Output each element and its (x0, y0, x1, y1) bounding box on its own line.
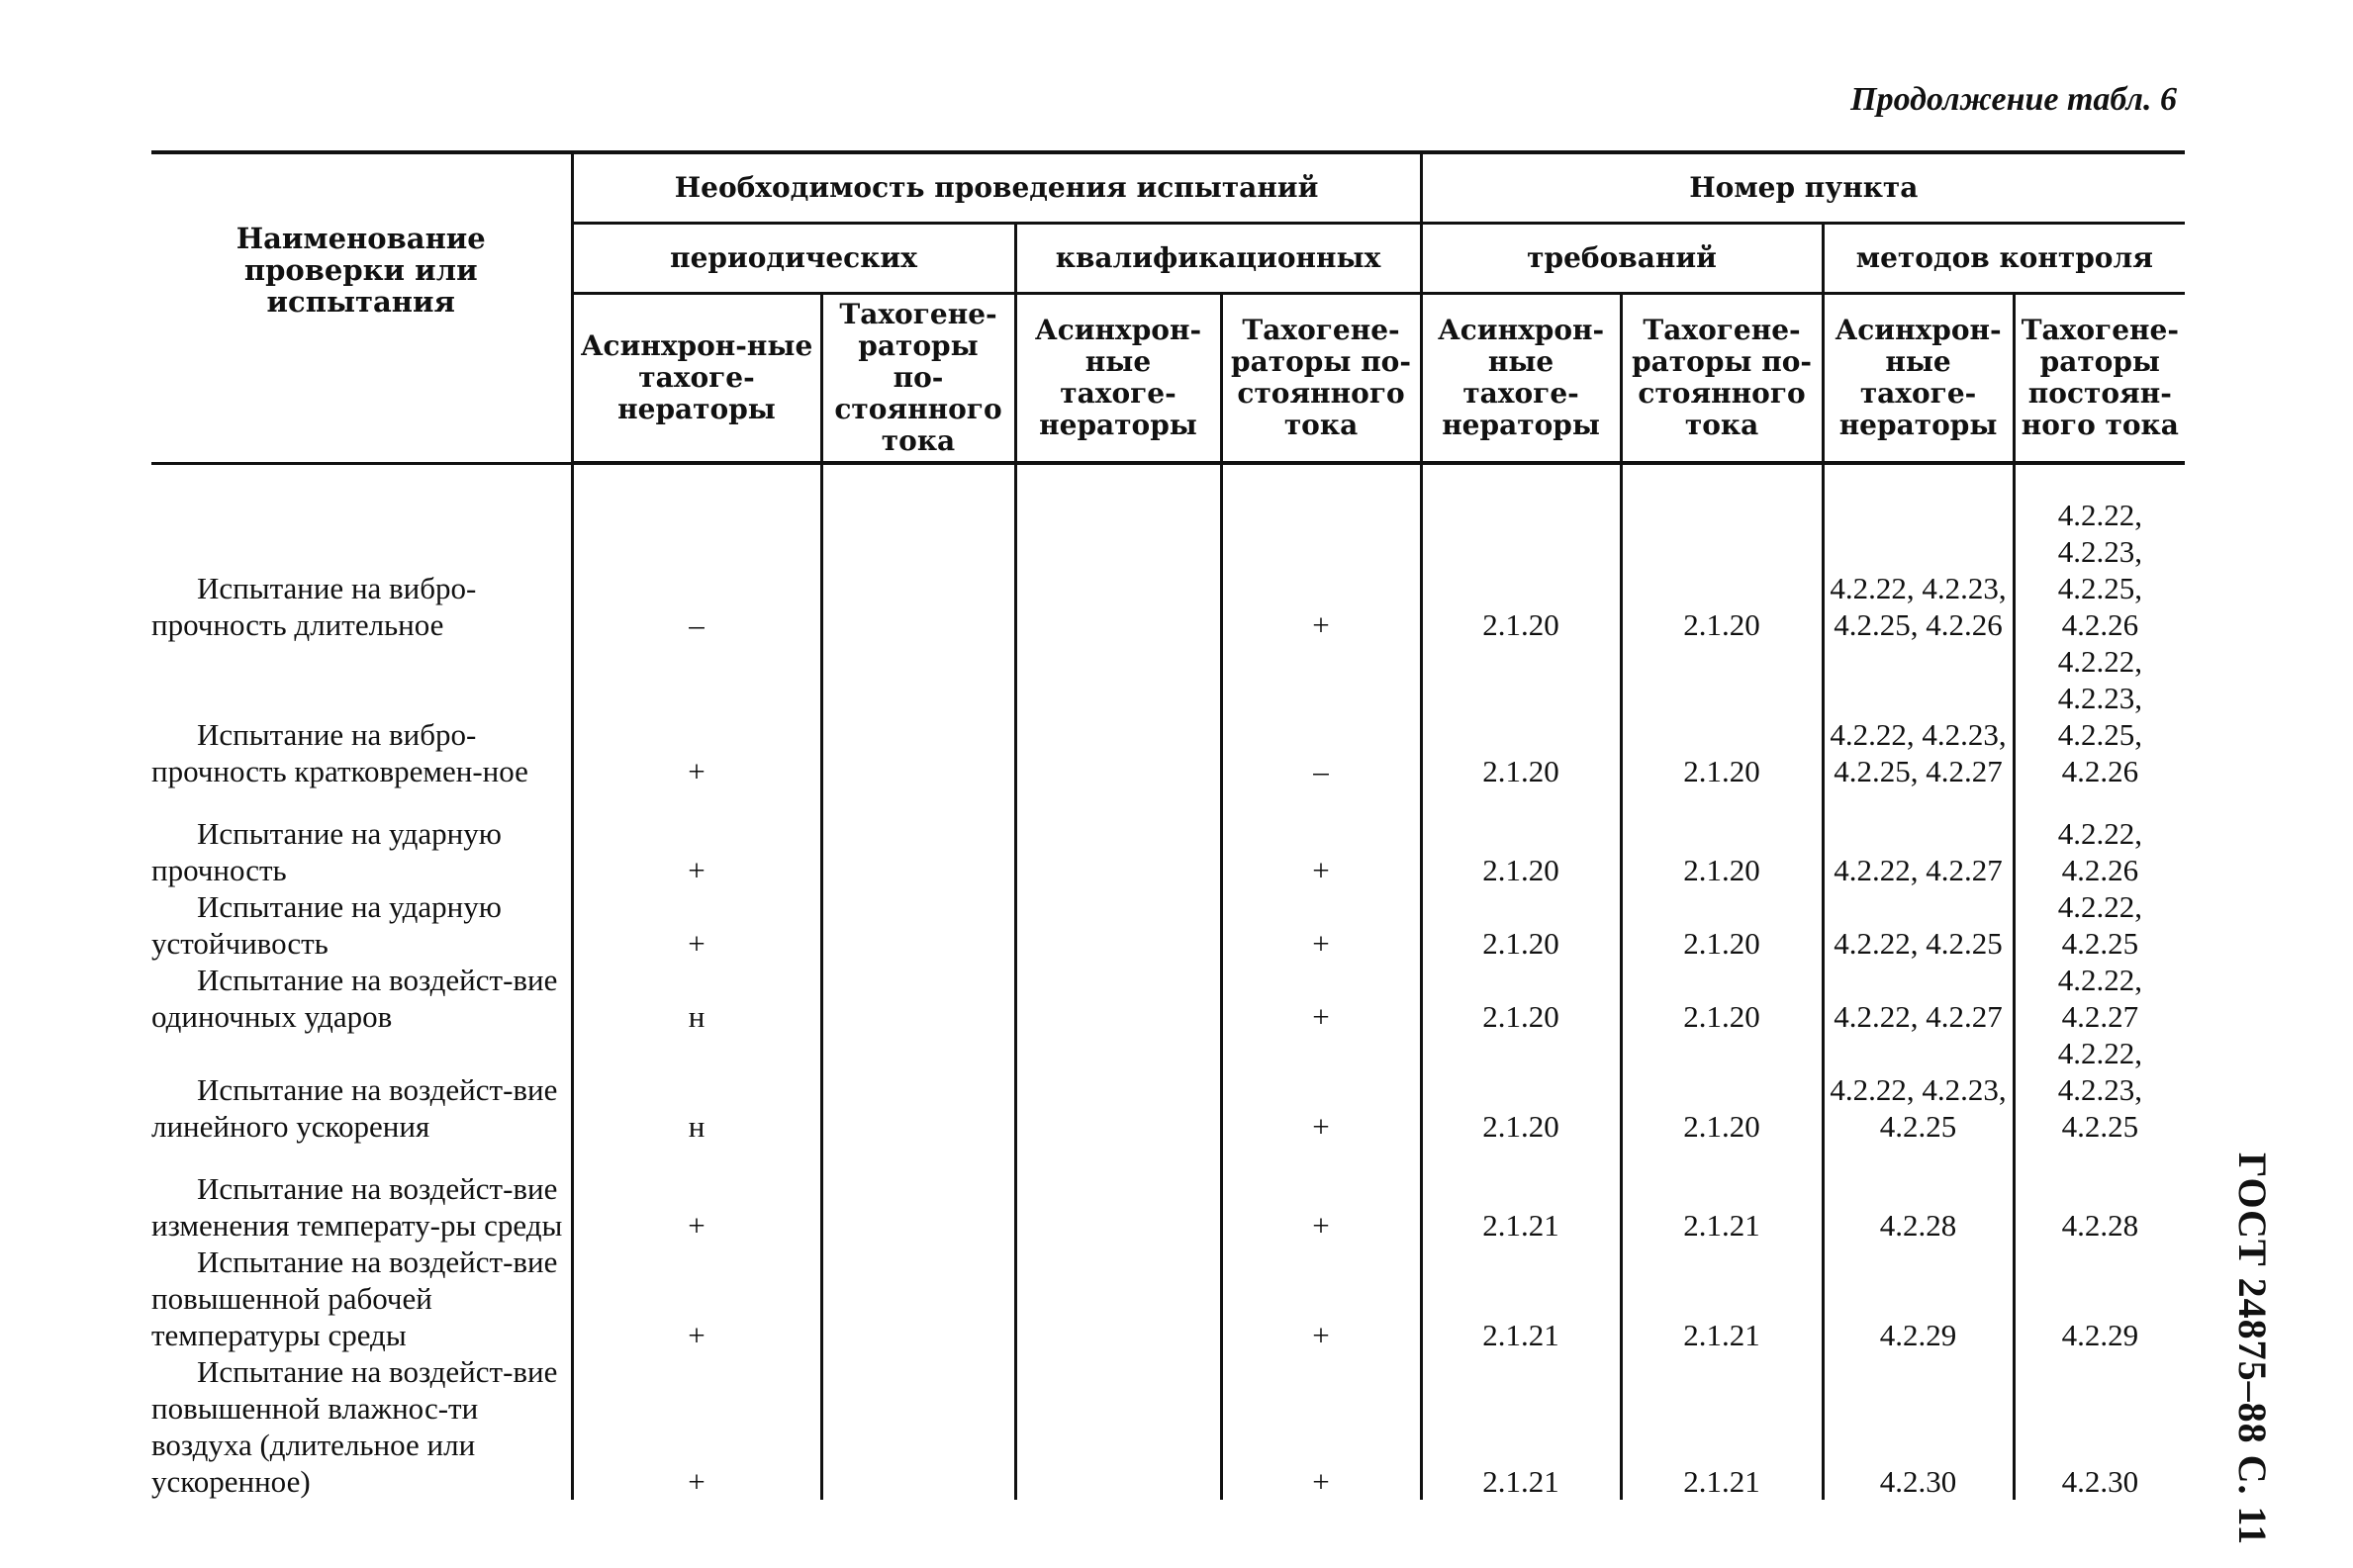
test-name-cell (151, 643, 572, 789)
requirement-async-cell (1421, 1353, 1621, 1500)
qualification-dc-cell (1221, 643, 1421, 789)
qualification-dc-cell (1221, 888, 1421, 962)
table-row (151, 888, 2185, 962)
cell-value: 2.1.20 (1683, 853, 1760, 887)
periodic-dc-cell (821, 888, 1015, 962)
method-dc-cell (2014, 497, 2185, 643)
qualification-dc-cell (1221, 1035, 1421, 1145)
standard-page-label: ГОСТ 24875–88 С. 11 (2230, 1153, 2275, 1546)
cell-value: + (688, 926, 706, 961)
cell-value: 2.1.20 (1482, 926, 1559, 961)
periodic-dc-cell (821, 1244, 1015, 1353)
requirement-async-cell (1421, 1244, 1621, 1353)
cell-value: 2.1.21 (1683, 1464, 1760, 1499)
test-name: Испытание на воздейст-вие линейного ускорения (151, 1072, 558, 1144)
method-async-cell (1823, 497, 2014, 643)
header-async-periodic: Асинхрон-ные тахоге-нераторы (572, 294, 821, 464)
requirement-async-cell (1421, 497, 1621, 643)
cell-value: 4.2.28 (2061, 1208, 2139, 1243)
periodic-dc-cell (821, 643, 1015, 789)
cell-value: 2.1.21 (1482, 1318, 1559, 1352)
method-async-cell (1823, 643, 2014, 789)
periodic-async-cell (572, 1353, 821, 1500)
test-name-cell (151, 497, 572, 643)
test-name: Испытание на воздейст-вие повышенной рабочей температуры среды (151, 1245, 558, 1352)
qualification-dc-cell (1221, 1353, 1421, 1500)
header-necessity: Необходимость проведения испытаний (572, 152, 1421, 224)
method-async-cell (1823, 1244, 2014, 1353)
method-dc-cell (2014, 1353, 2185, 1500)
table-row (151, 1244, 2185, 1353)
cell-value: + (1312, 1318, 1330, 1352)
periodic-dc-cell (821, 1145, 1015, 1244)
periodic-async-cell (572, 789, 821, 888)
cell-value: + (688, 754, 706, 788)
qualification-dc-cell (1221, 497, 1421, 643)
requirement-async-cell (1421, 888, 1621, 962)
cell-value: 2.1.20 (1683, 754, 1760, 788)
method-async-cell (1823, 1035, 2014, 1145)
cell-value: 4.2.22, 4.2.23, 4.2.25 (2057, 1036, 2142, 1144)
cell-value: 4.2.22, 4.2.27 (2057, 963, 2142, 1034)
periodic-async-cell (572, 962, 821, 1035)
qualification-dc-cell (1221, 789, 1421, 888)
method-async-cell (1823, 888, 2014, 962)
periodic-async-cell (572, 643, 821, 789)
header-dc-periodic: Тахогене-раторы по-стоянного тока (821, 294, 1015, 464)
cell-value: 4.2.22, 4.2.23, 4.2.25, 4.2.26 (2057, 498, 2142, 642)
cell-value: 4.2.30 (2061, 1464, 2139, 1499)
requirement-async-cell (1421, 643, 1621, 789)
test-name: Испытание на ударную прочность (151, 816, 502, 887)
periodic-dc-cell (821, 789, 1015, 888)
cell-value: 2.1.20 (1482, 999, 1559, 1034)
header-async-methods: Асинхрон-ные тахоге-нераторы (1823, 294, 2014, 464)
cell-value: 4.2.22, 4.2.23, 4.2.25 (1830, 1072, 2007, 1144)
cell-value: 4.2.29 (2061, 1318, 2139, 1352)
cell-value: + (1312, 853, 1330, 887)
qualification-async-cell (1015, 1353, 1221, 1500)
test-name: Испытание на ударную устойчивость (151, 889, 502, 961)
qualification-async-cell (1015, 1244, 1221, 1353)
table-row (151, 1035, 2185, 1145)
qualification-async-cell (1015, 888, 1221, 962)
header-dc-requirements: Тахогене-раторы по-стоянного тока (1621, 294, 1823, 464)
cell-value: 2.1.20 (1482, 853, 1559, 887)
cell-value: 2.1.20 (1683, 926, 1760, 961)
test-name-cell (151, 962, 572, 1035)
cell-value: 4.2.22, 4.2.26 (2057, 816, 2142, 887)
cell-value: + (1312, 1464, 1330, 1499)
method-async-cell (1823, 789, 2014, 888)
periodic-async-cell (572, 1244, 821, 1353)
cell-value: + (688, 853, 706, 887)
periodic-async-cell (572, 888, 821, 962)
header-qualification: квалификационных (1015, 224, 1421, 294)
cell-value: 2.1.20 (1683, 999, 1760, 1034)
method-dc-cell (2014, 1035, 2185, 1145)
cell-value: 4.2.28 (1879, 1208, 1957, 1243)
cell-value: + (1312, 926, 1330, 961)
test-name: Испытание на воздейст-вие изменения температу-ры среды (151, 1171, 563, 1243)
header-periodic: периодических (572, 224, 1015, 294)
test-name-cell (151, 1145, 572, 1244)
qualification-dc-cell (1221, 1145, 1421, 1244)
cell-value: 4.2.22, 4.2.23, 4.2.25, 4.2.26 (2057, 644, 2142, 788)
header-async-requirements: Асинхрон-ные тахоге-нераторы (1421, 294, 1621, 464)
header-async-qualification: Асинхрон-ные тахоге-нераторы (1015, 294, 1221, 464)
cell-value: н (688, 999, 706, 1034)
test-name: Испытание на воздейст-вие повышенной влажнос-ти воздуха (длительное или ускоренное) (151, 1354, 558, 1499)
test-name-cell (151, 1035, 572, 1145)
test-name-cell (151, 789, 572, 888)
test-name: Испытание на вибро-прочность кратковремен-ное (151, 717, 528, 788)
cell-value: 4.2.30 (1879, 1464, 1957, 1499)
qualification-async-cell (1015, 1145, 1221, 1244)
requirement-dc-cell (1621, 643, 1823, 789)
test-name: Испытание на воздейст-вие одиночных ударов (151, 963, 558, 1034)
header-test-name: Наименование проверки или испытания (151, 152, 572, 463)
cell-value: + (688, 1464, 706, 1499)
requirement-dc-cell (1621, 1244, 1823, 1353)
cell-value: н (688, 1109, 706, 1144)
cell-value: 2.1.20 (1683, 607, 1760, 642)
qualification-async-cell (1015, 962, 1221, 1035)
cell-value: 4.2.29 (1879, 1318, 1957, 1352)
periodic-async-cell (572, 497, 821, 643)
cell-value: 2.1.20 (1482, 754, 1559, 788)
test-table (151, 150, 2185, 1500)
cell-value: 2.1.20 (1683, 1109, 1760, 1144)
requirement-dc-cell (1621, 1035, 1823, 1145)
requirement-dc-cell (1621, 1145, 1823, 1244)
qualification-dc-cell (1221, 1244, 1421, 1353)
periodic-dc-cell (821, 497, 1015, 643)
cell-value: 2.1.21 (1482, 1208, 1559, 1243)
periodic-dc-cell (821, 1353, 1015, 1500)
test-name-cell (151, 1353, 572, 1500)
periodic-async-cell (572, 1145, 821, 1244)
cell-value: – (1313, 754, 1329, 788)
cell-value: 4.2.22, 4.2.27 (1834, 853, 2003, 887)
header-item-number: Номер пункта (1421, 152, 2185, 224)
table-row (151, 789, 2185, 888)
cell-value: 2.1.21 (1683, 1318, 1760, 1352)
requirement-async-cell (1421, 1035, 1621, 1145)
test-name: Испытание на вибро-прочность длительное (151, 571, 477, 642)
cell-value: + (688, 1318, 706, 1352)
qualification-async-cell (1015, 643, 1221, 789)
periodic-async-cell (572, 1035, 821, 1145)
method-dc-cell (2014, 962, 2185, 1035)
qualification-dc-cell (1221, 962, 1421, 1035)
requirement-dc-cell (1621, 497, 1823, 643)
cell-value: 2.1.21 (1482, 1464, 1559, 1499)
cell-value: 4.2.22, 4.2.25 (1834, 926, 2003, 961)
method-dc-cell (2014, 1145, 2185, 1244)
method-async-cell (1823, 1145, 2014, 1244)
test-name-cell (151, 888, 572, 962)
periodic-dc-cell (821, 962, 1015, 1035)
cell-value: 2.1.21 (1683, 1208, 1760, 1243)
cell-value: 4.2.22, 4.2.23, 4.2.25, 4.2.26 (1830, 571, 2007, 642)
table-row (151, 497, 2185, 643)
header-dc-qualification: Тахогене-раторы по-стоянного тока (1221, 294, 1421, 464)
cell-value: 2.1.20 (1482, 1109, 1559, 1144)
cell-value: + (688, 1208, 706, 1243)
periodic-dc-cell (821, 1035, 1015, 1145)
cell-value: 4.2.22, 4.2.23, 4.2.25, 4.2.27 (1830, 717, 2007, 788)
method-dc-cell (2014, 789, 2185, 888)
requirement-dc-cell (1621, 962, 1823, 1035)
table-continuation-caption: Продолжение табл. 6 (1850, 81, 2177, 118)
cell-value: 4.2.22, 4.2.27 (1834, 999, 2003, 1034)
header-dc-methods: Тахогене-раторы постоян-ного тока (2014, 294, 2185, 464)
qualification-async-cell (1015, 497, 1221, 643)
requirement-async-cell (1421, 789, 1621, 888)
cell-value: + (1312, 1208, 1330, 1243)
cell-value: + (1312, 999, 1330, 1034)
method-dc-cell (2014, 888, 2185, 962)
table-row (151, 962, 2185, 1035)
cell-value: 2.1.20 (1482, 607, 1559, 642)
header-requirements: требований (1421, 224, 1823, 294)
method-async-cell (1823, 962, 2014, 1035)
qualification-async-cell (1015, 789, 1221, 888)
header-control-methods: методов контроля (1823, 224, 2185, 294)
method-dc-cell (2014, 1244, 2185, 1353)
requirement-dc-cell (1621, 1353, 1823, 1500)
requirement-dc-cell (1621, 789, 1823, 888)
cell-value: + (1312, 607, 1330, 642)
table-row (151, 1145, 2185, 1244)
cell-value: – (689, 607, 705, 642)
cell-value: 4.2.22, 4.2.25 (2057, 889, 2142, 961)
requirement-async-cell (1421, 962, 1621, 1035)
method-async-cell (1823, 1353, 2014, 1500)
cell-value: + (1312, 1109, 1330, 1144)
requirement-dc-cell (1621, 888, 1823, 962)
qualification-async-cell (1015, 1035, 1221, 1145)
test-name-cell (151, 1244, 572, 1353)
table-row (151, 1353, 2185, 1500)
table-row (151, 643, 2185, 789)
method-dc-cell (2014, 643, 2185, 789)
requirement-async-cell (1421, 1145, 1621, 1244)
